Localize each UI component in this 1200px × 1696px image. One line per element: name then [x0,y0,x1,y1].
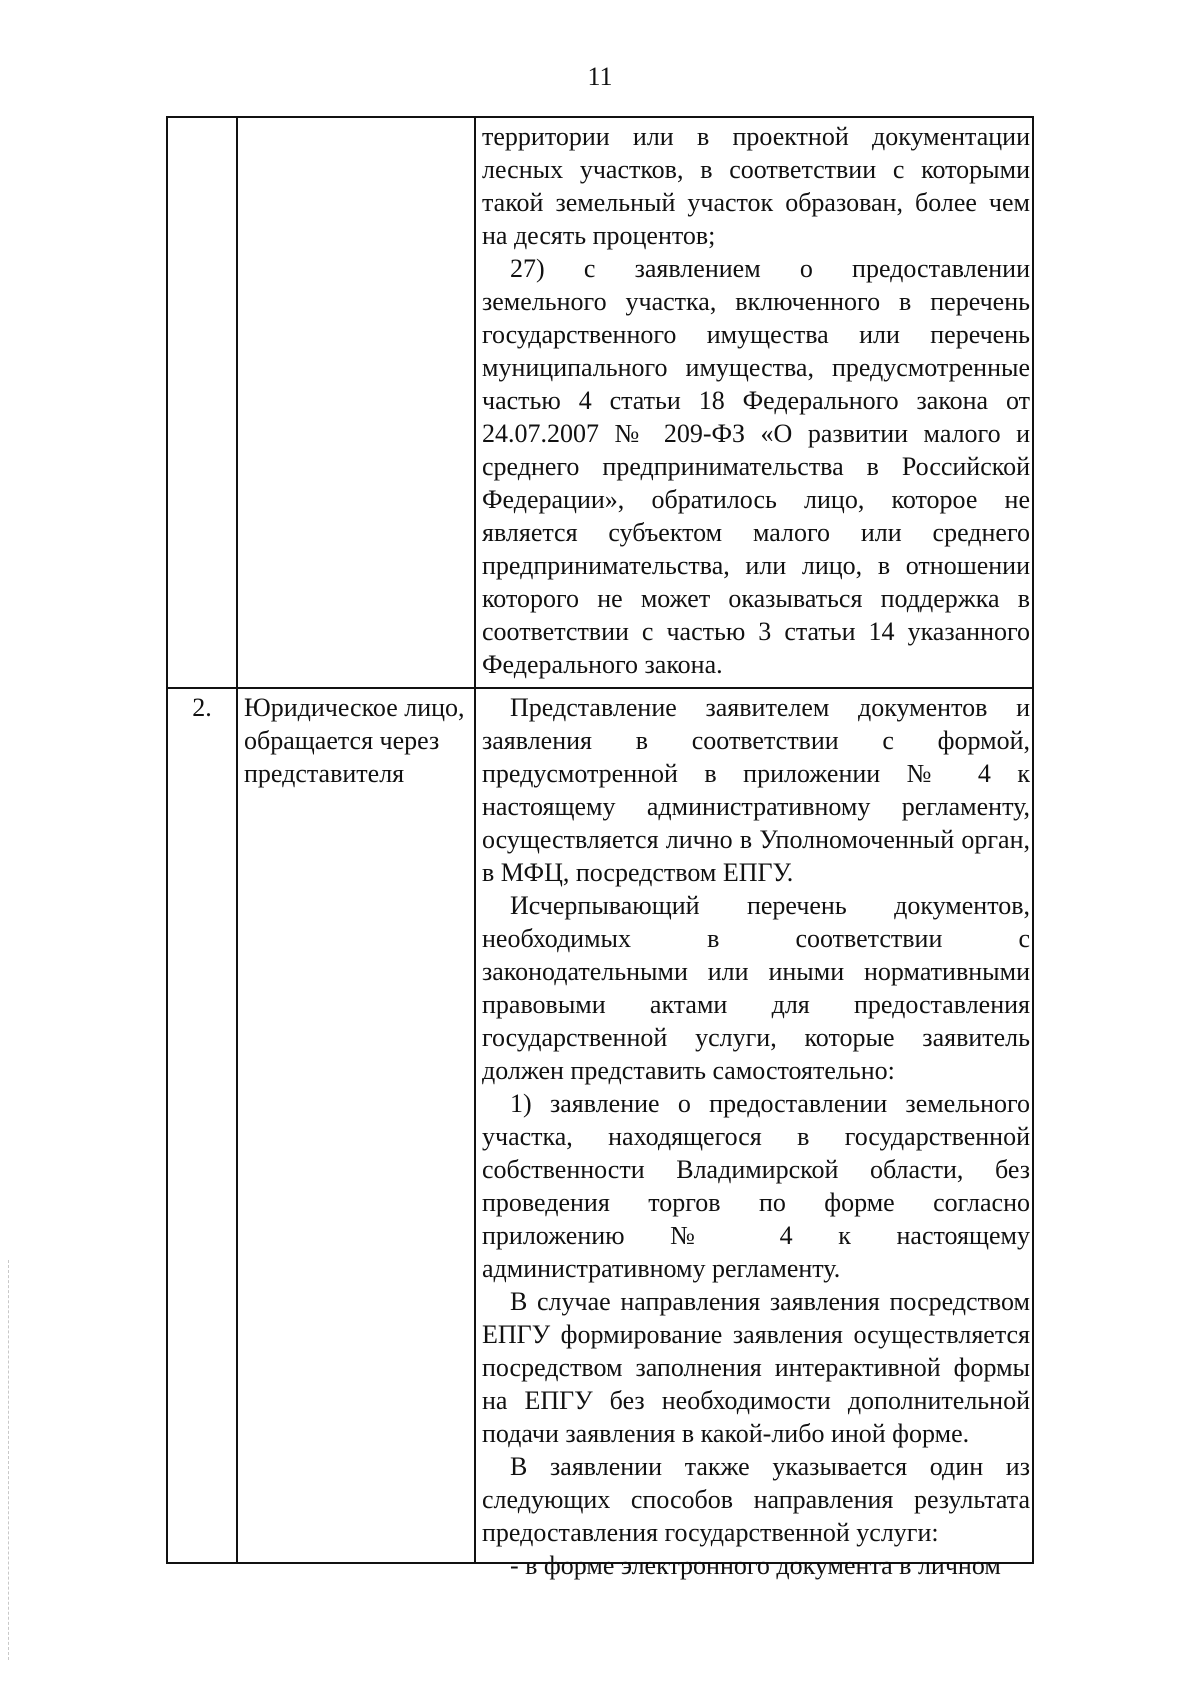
paragraph: - в форме электронного документа в личном [510,1551,1001,1580]
row1-content-cell [482,120,1030,681]
page-number: 11 [587,62,613,91]
procedure-table [166,116,1034,1580]
scan-edge-mark [8,1260,11,1660]
paragraph: 27) с заявлением о предоставлении земельного участка, включенного в перечень государственного имущества или перечень муниципального имущества, предусмотренные частью 4 статьи 18 Федерального закона от 24.07.2007 № 209-ФЗ «О развитии малого и среднего предпринимательства в Российской Федерации», обратилось лицо, которое не является субъектом малого или среднего предпринимательства, или лицо, в отношении которого не может оказываться поддержка в соответствии с частью 3 статьи 14 указанного Федерального закона. [482,254,1030,679]
paragraph: Представление заявителем документов и заявления в соответствии с формой, предусмотренной в приложении № 4 к настоящему административному регламенту, осуществляется лично в Уполномоченный орган, в МФЦ, посредством ЕПГУ. [482,693,1030,887]
paragraph: В заявлении также указывается один из следующих способов направления результата предоставления государственной услуги: [482,1452,1030,1547]
row2-content-cell [482,691,1030,1582]
paragraph: В случае направления заявления посредством ЕПГУ формирование заявления осуществляется посредством заполнения интерактивной формы на ЕПГУ без необходимости дополнительной подачи заявления в какой-либо иной форме. [482,1287,1030,1448]
row-divider [168,687,1032,689]
paragraph: 1) заявление о предоставлении земельного участка, находящегося в государственной собственности Владимирской области, без проведения торгов по форме согласно приложению № 4 к настоящему административному регламенту. [482,1089,1030,1283]
column-divider [236,118,238,1562]
paragraph: Исчерпывающий перечень документов, необходимых в соответствии с законодательными или иными нормативными правовыми актами для предоставления государственной услуги, которые заявитель должен представить самостоятельно: [482,891,1030,1085]
column-divider [474,118,476,1562]
row2-applicant-category: Юридическое лицо, обращается через представителя [244,693,465,788]
row2-number: 2. [192,693,212,722]
paragraph: территории или в проектной документации лесных участков, в соответствии с которыми такой земельный участок образован, более чем на десять процентов; [482,122,1030,250]
